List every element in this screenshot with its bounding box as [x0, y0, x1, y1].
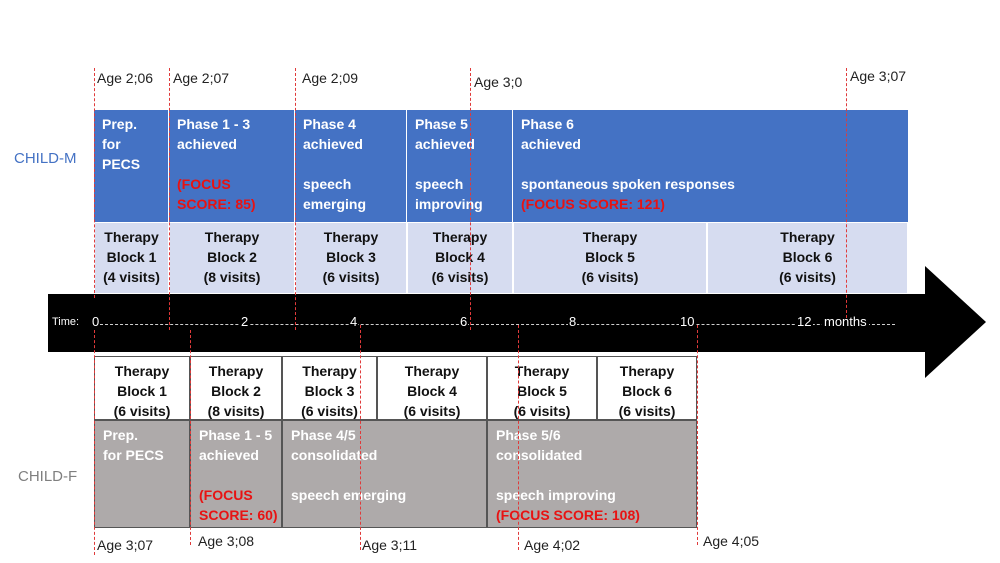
- tick-label: 10: [680, 314, 695, 329]
- block-visits: (8 visits): [207, 403, 265, 419]
- age-label: Age 3;07: [97, 537, 154, 553]
- phase-text: for PECS: [103, 447, 164, 463]
- block-name: Block 5: [517, 383, 567, 399]
- phase-text: Phase 1 - 3: [177, 116, 251, 132]
- guide-line: [846, 68, 847, 318]
- phase-text: speech emerging: [291, 487, 407, 503]
- block-visits: (6 visits): [322, 269, 380, 285]
- phase-text: achieved: [415, 136, 475, 152]
- phase-text: Prep.: [102, 116, 138, 132]
- tick-label: 2: [241, 314, 249, 329]
- guide-line: [169, 68, 170, 330]
- age-label: Age 3;0: [474, 74, 523, 90]
- phase-text: Phase 4/5: [291, 427, 356, 443]
- child-f-label: CHILD-F: [18, 468, 78, 485]
- age-label: Age 2;06: [97, 70, 154, 86]
- guide-line: [360, 325, 361, 550]
- phase-text: Phase 5: [415, 116, 468, 132]
- block-title: Therapy: [204, 229, 260, 245]
- block-visits: (6 visits): [618, 403, 676, 419]
- block-name: Block 6: [782, 249, 833, 265]
- block-title: Therapy: [404, 363, 460, 379]
- block-name: Block 3: [326, 249, 376, 265]
- block-name: Block 4: [407, 383, 457, 399]
- block-visits: (6 visits): [431, 269, 489, 285]
- block-name: Block 2: [211, 383, 261, 399]
- age-label: Age 3;08: [198, 533, 255, 549]
- guide-line: [94, 330, 95, 555]
- focus-score: (FOCUS: [199, 487, 253, 503]
- age-label: Age 4;05: [703, 533, 760, 549]
- age-label: Age 4;02: [524, 537, 581, 553]
- phase-text: achieved: [521, 136, 581, 152]
- block-name: Block 6: [622, 383, 672, 399]
- time-label: Time:: [52, 316, 80, 328]
- phase-text: Phase 1 - 5: [199, 427, 273, 443]
- phase-text: consolidated: [291, 447, 378, 463]
- focus-score: (FOCUS: [177, 176, 231, 192]
- block-title: Therapy: [514, 363, 570, 379]
- block-title: Therapy: [208, 363, 264, 379]
- block-title: Therapy: [582, 229, 638, 245]
- block-title: Therapy: [114, 363, 170, 379]
- phase-text: Phase 5/6: [496, 427, 561, 443]
- block-visits: (8 visits): [203, 269, 261, 285]
- phase-text: improving: [415, 196, 483, 212]
- tick-label: 12: [797, 314, 812, 329]
- child-m-label: CHILD-M: [14, 150, 77, 167]
- block-visits: (4 visits): [103, 269, 160, 285]
- phase-text: speech improving: [496, 487, 616, 503]
- guide-line: [697, 325, 698, 545]
- phase-text: spontaneous spoken responses: [521, 176, 735, 192]
- phase-text: for: [102, 136, 121, 152]
- phase-text: Prep.: [103, 427, 139, 443]
- phase-text: achieved: [177, 136, 237, 152]
- block-name: Block 5: [585, 249, 635, 265]
- block-name: Block 4: [435, 249, 485, 265]
- guide-line: [94, 68, 95, 298]
- phase-text: Phase 4: [303, 116, 356, 132]
- tick-label: 4: [350, 314, 358, 329]
- timeline-dashes: [100, 324, 895, 325]
- tick-label: 0: [92, 314, 100, 329]
- guide-line: [518, 325, 519, 550]
- block-name: Block 2: [207, 249, 257, 265]
- tick-label: 6: [460, 314, 468, 329]
- block-name: Block 1: [106, 249, 157, 265]
- block-visits: (6 visits): [301, 403, 358, 419]
- guide-line: [470, 68, 471, 330]
- block-title: Therapy: [780, 229, 835, 245]
- block-visits: (6 visits): [403, 403, 461, 419]
- block-name: Block 3: [304, 383, 355, 399]
- phase-text: PECS: [102, 156, 141, 172]
- block-visits: (6 visits): [513, 403, 571, 419]
- focus-score: (FOCUS SCORE: 121): [521, 196, 665, 212]
- block-title: Therapy: [619, 363, 675, 379]
- age-label: Age 2;09: [302, 70, 359, 86]
- phase-text: achieved: [199, 447, 259, 463]
- block-title: Therapy: [302, 363, 357, 379]
- timeline-unit: months: [824, 314, 867, 329]
- block-visits: (6 visits): [779, 269, 836, 285]
- focus-score: SCORE: 60): [199, 507, 278, 523]
- block-title: Therapy: [432, 229, 488, 245]
- age-label: Age 2;07: [173, 70, 230, 86]
- focus-score: SCORE: 85): [177, 196, 256, 212]
- age-label: Age 3;07: [850, 68, 907, 84]
- block-title: Therapy: [104, 229, 159, 245]
- focus-score: (FOCUS SCORE: 108): [496, 507, 640, 523]
- block-title: Therapy: [323, 229, 379, 245]
- block-visits: (6 visits): [581, 269, 639, 285]
- phase-text: achieved: [303, 136, 363, 152]
- block-name: Block 1: [117, 383, 167, 399]
- block-visits: (6 visits): [113, 403, 171, 419]
- phase-text: consolidated: [496, 447, 583, 463]
- phase-text: speech: [303, 176, 352, 192]
- age-label: Age 3;11: [362, 537, 418, 553]
- phase-text: Phase 6: [521, 116, 574, 132]
- guide-line: [295, 68, 296, 330]
- guide-line: [190, 330, 191, 545]
- phase-text: emerging: [303, 196, 367, 212]
- tick-label: 8: [569, 314, 577, 329]
- phase-text: speech: [415, 176, 464, 192]
